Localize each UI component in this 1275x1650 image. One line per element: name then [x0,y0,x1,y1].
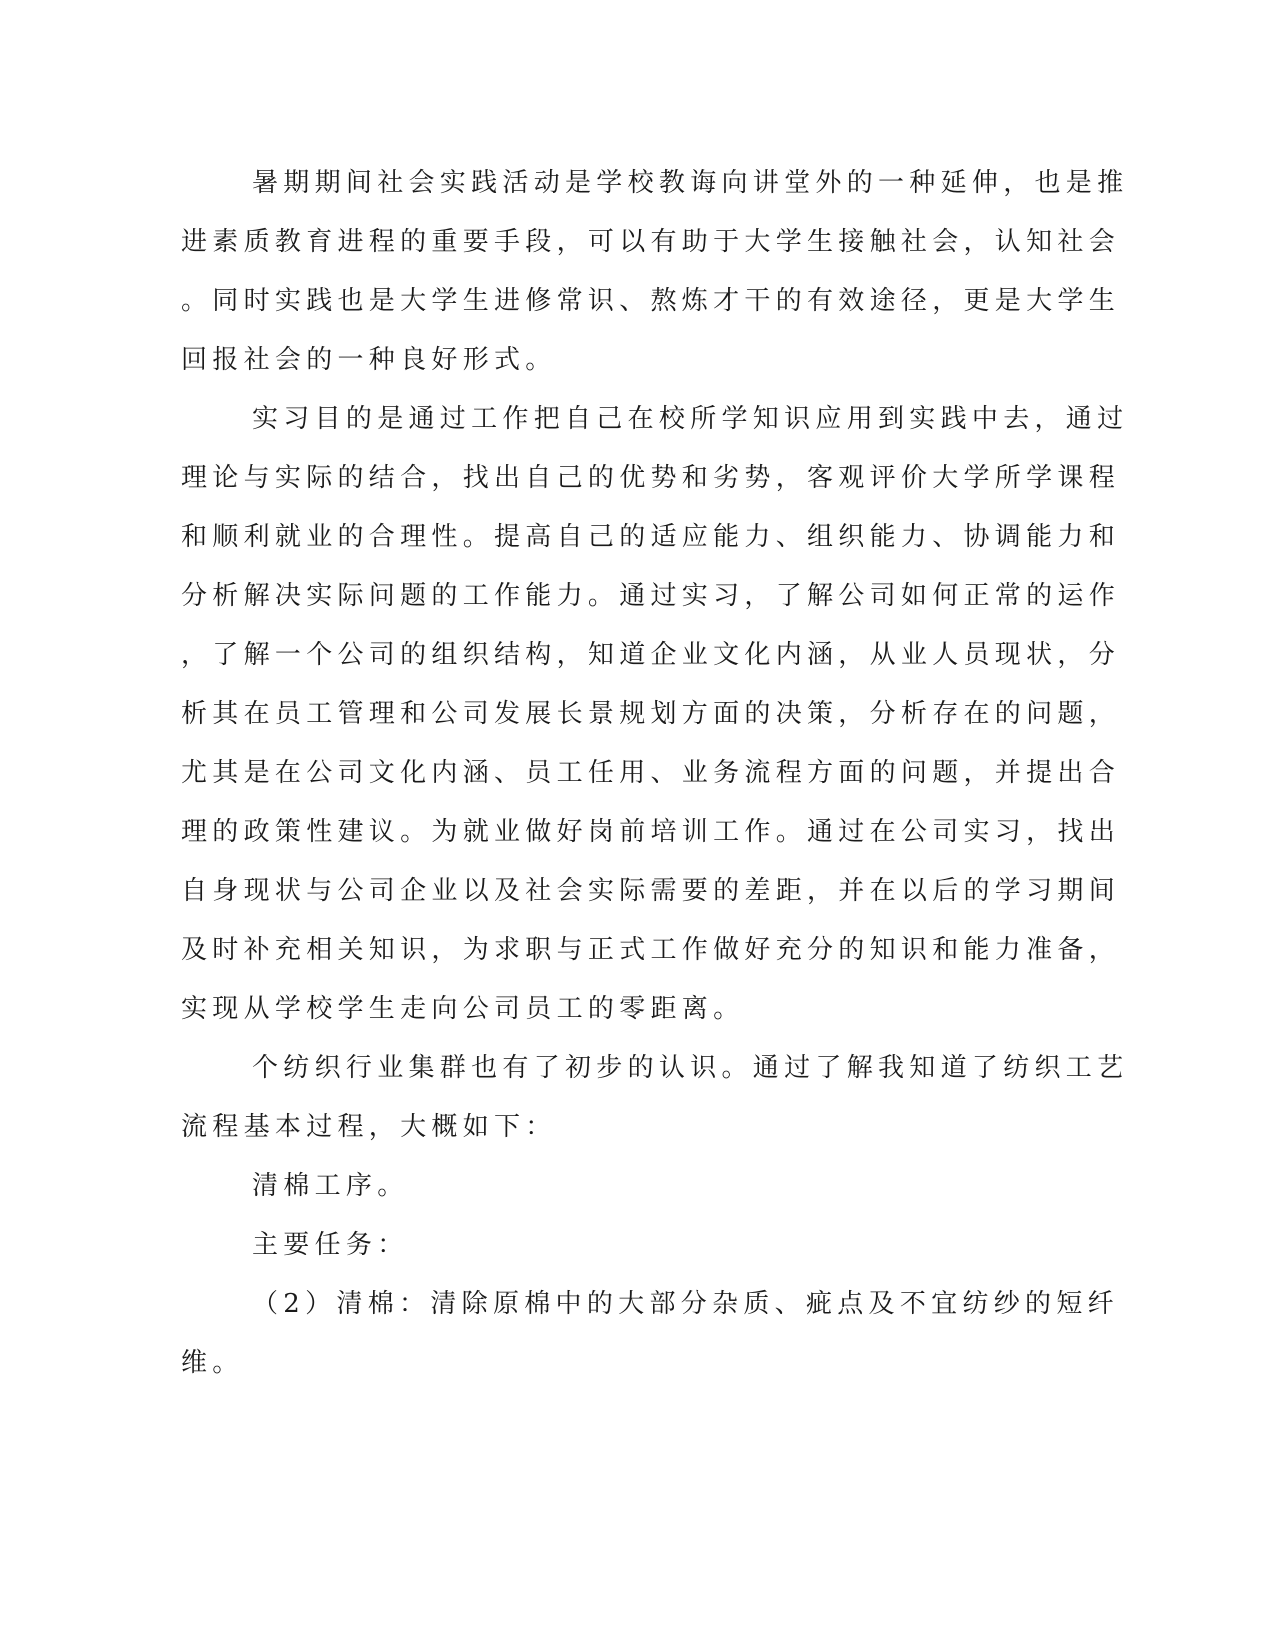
paragraph-2-line-3: 和顺利就业的合理性。提高自己的适应能力、组织能力、协调能力和 [181,522,1121,552]
paragraph-6-line-1: （2）清棉：清除原棉中的大部分杂质、疵点及不宜纺纱的短纤 [252,1289,1119,1319]
paragraph-1-line-4: 回报社会的一种良好形式。 [181,345,557,375]
paragraph-1-line-3: 。同时实践也是大学生进修常识、熬炼才干的有效途径，更是大学生 [181,286,1121,316]
paragraph-2-line-7: 尤其是在公司文化内涵、员工任用、业务流程方面的问题，并提出合 [181,758,1121,788]
paragraph-2-line-1: 实习目的是通过工作把自己在校所学知识应用到实践中去，通过 [252,404,1129,434]
paragraph-3-line-1: 个纺织行业集群也有了初步的认识。通过了解我知道了纺织工艺 [252,1053,1129,1083]
paragraph-2-line-10: 及时补充相关知识，为求职与正式工作做好充分的知识和能力准备， [181,935,1121,965]
paragraph-4-line-1: 清棉工序。 [252,1171,409,1201]
paragraph-3-line-2: 流程基本过程，大概如下： [181,1112,557,1142]
paragraph-2-line-11: 实现从学校学生走向公司员工的零距离。 [181,994,745,1024]
paragraph-1-line-2: 进素质教育进程的重要手段，可以有助于大学生接触社会，认知社会 [181,227,1121,257]
paragraph-2-line-8: 理的政策性建议。为就业做好岗前培训工作。通过在公司实习，找出 [181,817,1121,847]
paragraph-6-line-2: 维。 [181,1348,244,1378]
paragraph-2-line-9: 自身现状与公司企业以及社会实际需要的差距，并在以后的学习期间 [181,876,1121,906]
paragraph-2-line-2: 理论与实际的结合，找出自己的优势和劣势，客观评价大学所学课程 [181,463,1121,493]
paragraph-2-line-5: ，了解一个公司的组织结构，知道企业文化内涵，从业人员现状，分 [181,640,1121,670]
paragraph-2-line-4: 分析解决实际问题的工作能力。通过实习，了解公司如何正常的运作 [181,581,1121,611]
paragraph-1-line-1: 暑期期间社会实践活动是学校教诲向讲堂外的一种延伸，也是推 [252,168,1129,198]
paragraph-5-line-1: 主要任务： [252,1230,409,1260]
paragraph-2-line-6: 析其在员工管理和公司发展长景规划方面的决策，分析存在的问题， [181,699,1121,729]
